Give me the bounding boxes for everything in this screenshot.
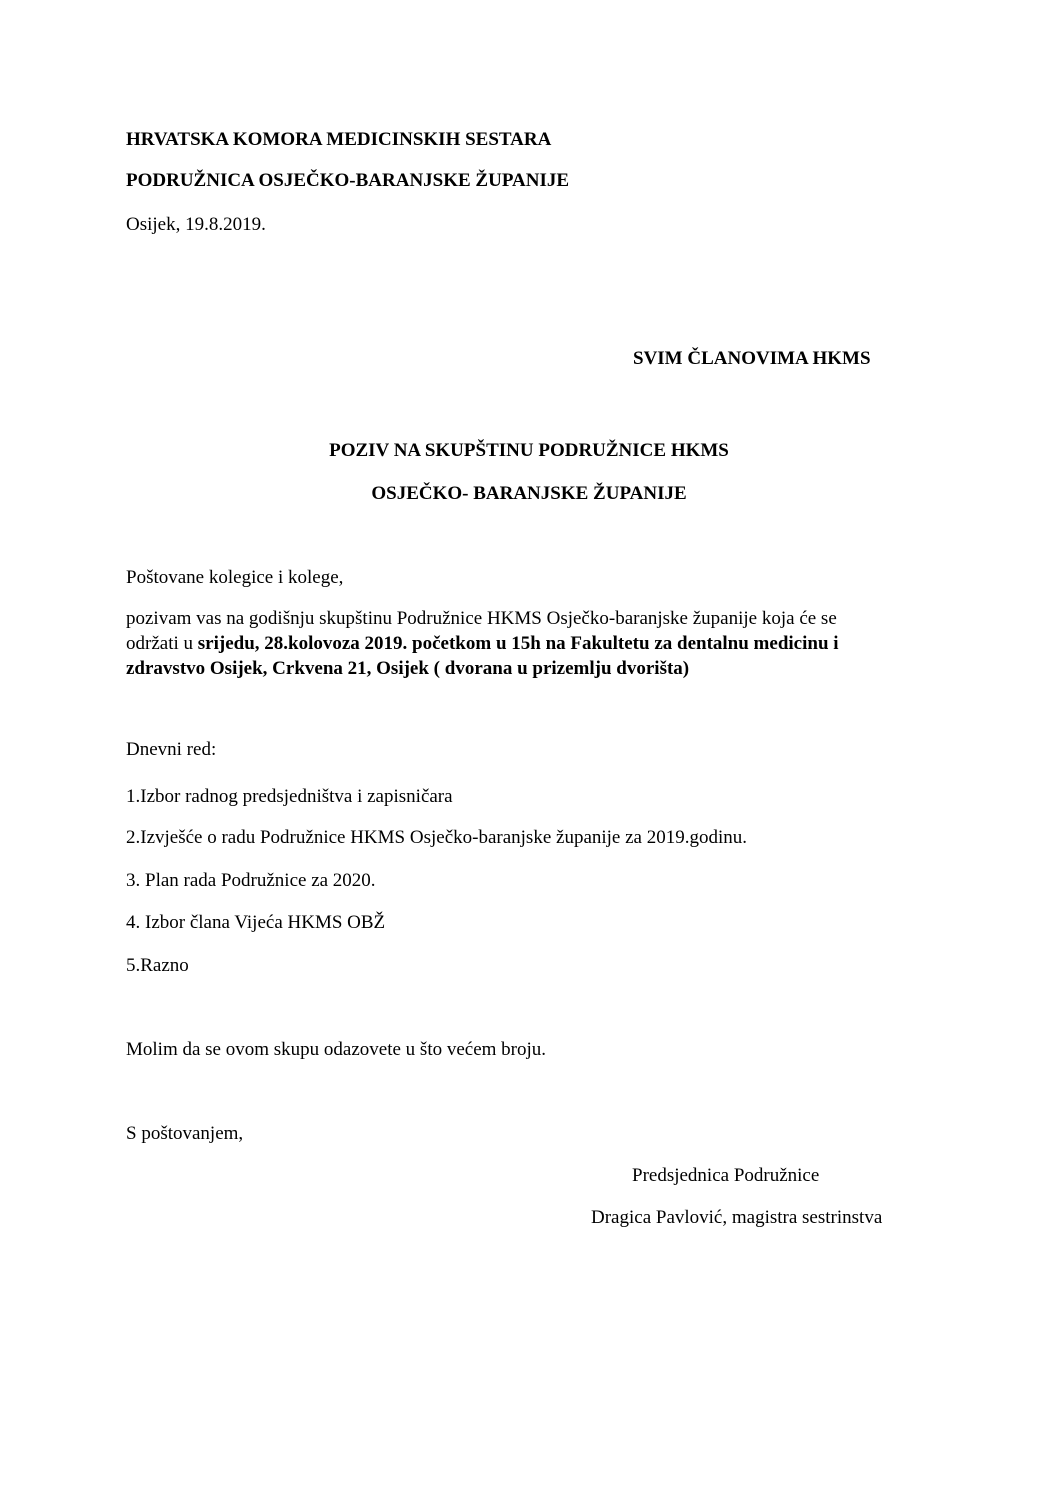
recipient: SVIM ČLANOVIMA HKMS: [633, 348, 871, 369]
agenda-item: 4. Izbor člana Vijeća HKMS OBŽ: [126, 912, 386, 933]
paragraph-line-2: [126, 631, 934, 656]
greeting: Poštovane kolegice i kolege,: [126, 567, 344, 588]
document-title-line-2: OSJEČKO- BARANJSKE ŽUPANIJE: [371, 483, 687, 504]
paragraph-line-2-text: održati u: [126, 633, 198, 654]
signature-name: Dragica Pavlović, magistra sestrinstva: [591, 1207, 883, 1228]
agenda-item: 3. Plan rada Podružnice za 2020.: [126, 870, 376, 891]
document-title-line-1: POZIV NA SKUPŠTINU PODRUŽNICE HKMS: [329, 440, 729, 461]
organization-name: HRVATSKA KOMORA MEDICINSKIH SESTARA: [126, 129, 552, 150]
paragraph-line-1: pozivam vas na godišnju skupštinu Podružnice HKMS Osječko-baranjske županije koja će se: [126, 608, 837, 629]
agenda-label: Dnevni red:: [126, 739, 217, 760]
salutation: S poštovanjem,: [126, 1123, 244, 1144]
branch-name: PODRUŽNICA OSJEČKO-BARANJSKE ŽUPANIJE: [126, 170, 570, 191]
meeting-details: srijedu, 28.kolovoza 2019. početkom u 15h na Fakultetu za dentalnu medicinu i: [197, 633, 839, 654]
agenda-item: 1.Izbor radnog predsjedništva i zapisničara: [126, 786, 453, 807]
signature-role: Predsjednica Podružnice: [632, 1165, 820, 1186]
meeting-location: zdravstvo Osijek, Crkvena 21, Osijek ( dvorana u prizemlju dvorišta): [126, 658, 690, 679]
invitation-paragraph: [126, 606, 934, 681]
place-date: Osijek, 19.8.2019.: [126, 214, 266, 235]
closing-request: Molim da se ovom skupu odazovete u što većem broju.: [126, 1039, 547, 1060]
agenda-item: 2.Izvješće o radu Podružnice HKMS Osječko-baranjske županije za 2019.godinu.: [126, 827, 748, 848]
agenda-item: 5.Razno: [126, 955, 189, 976]
